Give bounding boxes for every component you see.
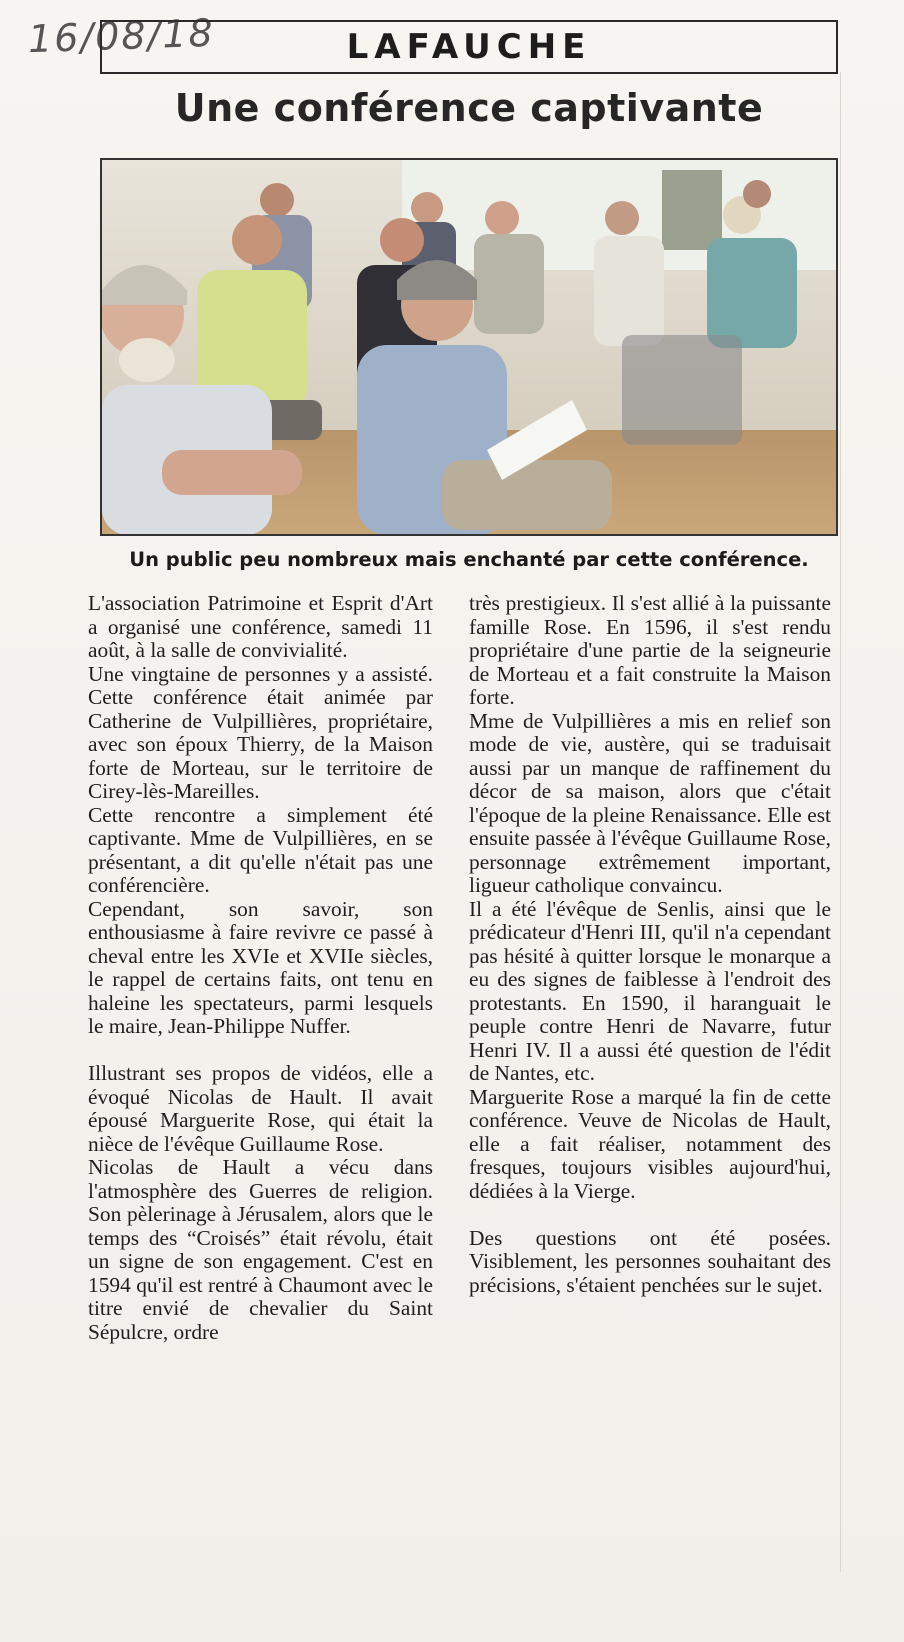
headline: Une conférence captivante [174,86,764,130]
page-edge-shadow [840,72,851,1572]
paragraph: Cette rencontre a simplement été captivante. Mme de Vulpillières, en se présentant, a dit qu'elle n'était pas une conférencière. [88,802,433,897]
paragraph: Mme de Vulpillières a mis en relief son mode de vie, austère, qui se traduisait aussi par un manque de raffinement du décor de sa maison, alors que c'était l'époque de la pleine Renaissance. Elle est ensuite passée à l'évêque Guillaume Rose, personnage extrêmement important, ligueur catholique convaincu. [469,708,831,897]
paragraph: très prestigieux. Il s'est allié à la puissante famille Rose. En 1596, il s'est rendu propriétaire d'une partie de la seigneurie de Morteau et a fait construite la Maison forte. [469,591,831,709]
audience-photo-illustration [102,160,836,534]
section-rubric: LAFAUCHE [346,27,592,67]
paragraph: Marguerite Rose a marqué la fin de cette conférence. Veuve de Nicolas de Hault, elle a fait réaliser, notamment des fresques, toujours visibles aujourd'hui, dédiées à la Vierge. [469,1084,831,1203]
handwritten-date: 16/08/18 [27,10,216,62]
paragraph: Une vingtaine de personnes y a assisté. Cette conférence était animée par Catherine de Vulpillières, propriétaire, avec son époux Thierry, de la Maison forte de Morteau, sur le territoire de Cirey-lès-Mareilles. [88,661,433,803]
paragraph: Il a été l'évêque de Senlis, ainsi que le prédicateur d'Henri III, qu'il n'a cependant pas hésité à quitter lorsque le monarque a eu des signes de faiblesse à l'endroit des protestants. En 1590, il haranguait le peuple contre Henri de Navarre, futur Henri IV. Il a aussi été question de l'édit de Nantes, etc. [469,896,831,1085]
section-rubric-box [100,20,838,74]
paragraph: Cependant, son savoir, son enthousiasme à faire revivre ce passé à cheval entre les XVIe et XVIIe siècles, le rappel de certains faits, ont tenu en haleine les spectateurs, parmi lesquels le maire, Jean-Philippe Nuffer. [88,896,433,1038]
article-photo [100,158,838,536]
paragraph: Nicolas de Hault a vécu dans l'atmosphère des Guerres de religion. Son pèlerinage à Jérusalem, alors que le temps des “Croisés” était révolu, était un signe de son engagement. C'est en 1594 qu'il est rentré à Chaumont avec le titre envié de chevalier du Saint Sépulcre, ordre [88,1155,433,1344]
paragraph: L'association Patrimoine et Esprit d'Art a organisé une conférence, samedi 11 août, à la salle de convivialité. [88,591,433,662]
paragraph: Des questions ont été posées. Visiblement, les personnes souhaitant des précisions, s'étaient penchées sur le sujet. [469,1225,831,1297]
article-column-left [88,592,433,1344]
paragraph: Illustrant ses propos de vidéos, elle a évoqué Nicolas de Hault. Il avait épousé Marguerite Rose, qui était la nièce de l'évêque Guillaume Rose. [88,1061,433,1156]
photo-caption: Un public peu nombreux mais enchanté par cette conférence. [129,548,809,571]
article-column-right [469,592,831,1297]
